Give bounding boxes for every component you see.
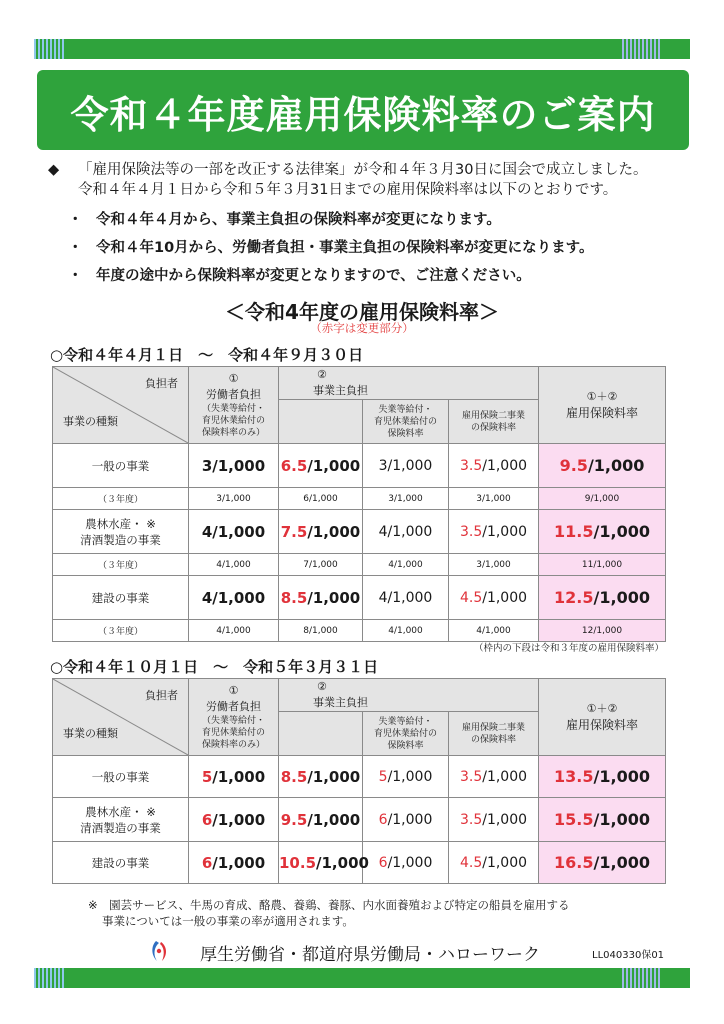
worker-rate: 4/1,000	[189, 576, 279, 620]
total-rate: 9.5/1,000	[539, 444, 666, 488]
asterisk-note: ※ 園芸サービス、牛馬の育成、酪農、養鶏、養豚、内水面養殖および特定の船員を雇用する 事業については一般の事業の率が適用されます。	[88, 898, 570, 928]
unemployment-rate: 6/1,000	[363, 798, 449, 842]
table-row	[53, 510, 666, 554]
header-worker: ① 労働者負担 （失業等給付・ 育児休業給付の 保険料率のみ）	[189, 679, 279, 756]
previous-year-row: （３年度） 3/1,000 6/1,000 3/1,000 3/1,000 9/1,000	[53, 488, 666, 510]
table-footnote: （枠内の下段は令和３年度の雇用保険料率）	[473, 643, 664, 654]
rate-table-period-2	[52, 678, 666, 884]
worker-rate: 5/1,000	[189, 756, 279, 798]
header-employer: ② 事業主負担	[279, 367, 539, 400]
header-burden-label: 負担者	[145, 377, 178, 390]
rate-table-period-1	[52, 366, 666, 642]
row-label: 農林水産・ ※ 清酒製造の事業	[53, 798, 189, 842]
row-label: 農林水産・ ※ 清酒製造の事業	[53, 510, 189, 554]
table-row	[53, 444, 666, 488]
notice-bullets	[68, 206, 708, 290]
total-rate: 15.5/1,000	[539, 798, 666, 842]
header-kind-label: 事業の種類	[63, 415, 118, 428]
bullet-item: ・ 令和４年10月から、労働者負担・事業主負担の保険料率が変更になります。	[68, 234, 708, 262]
two-projects-rate: 3.5/1,000	[449, 798, 539, 842]
period-1-label: ○令和４年４月１日 ～ 令和４年９月３０日	[50, 346, 364, 364]
intro-line-2: 令和４年４月１日から令和５年３月31日までの雇用保険料率は以下のとおりです。	[78, 182, 618, 198]
previous-year-row: （３年度） 4/1,000 8/1,000 4/1,000 4/1,000 12/1,000	[53, 620, 666, 642]
unemployment-rate: 5/1,000	[363, 756, 449, 798]
header-unemployment: 失業等給付・ 育児休業給付の 保険料率	[363, 400, 449, 444]
employer-rate: 6.5/1,000	[279, 444, 363, 488]
header-kind-label: 事業の種類	[63, 727, 118, 740]
rate-section-note: （赤字は変更部分）	[310, 321, 414, 335]
intro-text	[48, 160, 688, 200]
bottom-decorative-bar	[34, 968, 690, 988]
header-unemployment: 失業等給付・ 育児休業給付の 保険料率	[363, 712, 449, 756]
table-row	[53, 842, 666, 884]
bullet-dot-icon: ・	[68, 268, 83, 284]
table-row	[53, 756, 666, 798]
table-row	[53, 576, 666, 620]
two-projects-rate: 4.5/1,000	[449, 576, 539, 620]
bullet-dot-icon: ・	[68, 240, 83, 256]
two-projects-rate: 3.5/1,000	[449, 756, 539, 798]
header-employer: ② 事業主負担	[279, 679, 539, 712]
document-code: LL040330保01	[592, 950, 665, 961]
header-total: ①＋② 雇用保険料率	[539, 679, 666, 756]
total-rate: 12.5/1,000	[539, 576, 666, 620]
header-diagonal-cell	[53, 367, 189, 444]
period-2-label: ○令和４年１０月１日 ～ 令和５年３月３１日	[50, 658, 379, 676]
header-total: ①＋② 雇用保険料率	[539, 367, 666, 444]
worker-rate: 4/1,000	[189, 510, 279, 554]
employer-rate: 7.5/1,000	[279, 510, 363, 554]
header-employer-total	[279, 400, 363, 444]
bullet-dot-icon: ・	[68, 212, 83, 228]
total-rate: 11.5/1,000	[539, 510, 666, 554]
bullet-item: ・ 年度の途中から保険料率が変更となりますので、ご注意ください。	[68, 262, 708, 290]
bullet-item: ・ 令和４年４月から、事業主負担の保険料率が変更になります。	[68, 206, 708, 234]
row-label: 建設の事業	[53, 842, 189, 884]
header-worker: ① 労働者負担 （失業等給付・ 育児休業給付の 保険料率のみ）	[189, 367, 279, 444]
mhlw-logo-icon	[146, 938, 172, 964]
stripe-pattern-right	[622, 968, 662, 988]
unemployment-rate: 4/1,000	[363, 576, 449, 620]
top-decorative-bar	[34, 39, 690, 59]
stripe-pattern-left	[34, 968, 66, 988]
unemployment-rate: 6/1,000	[363, 842, 449, 884]
footer	[0, 938, 724, 964]
employer-rate: 9.5/1,000	[279, 798, 363, 842]
worker-rate: 3/1,000	[189, 444, 279, 488]
header-diagonal-cell	[53, 679, 189, 756]
previous-year-row: （３年度） 4/1,000 7/1,000 4/1,000 3/1,000 11/1,000	[53, 554, 666, 576]
header-employer-total	[279, 712, 363, 756]
worker-rate: 6/1,000	[189, 842, 279, 884]
intro-line-1: 「雇用保険法等の一部を改正する法律案」が令和４年３月30日に国会で成立しました。	[78, 162, 648, 178]
unemployment-rate: 4/1,000	[363, 510, 449, 554]
row-label: 一般の事業	[53, 756, 189, 798]
two-projects-rate: 3.5/1,000	[449, 444, 539, 488]
header-burden-label: 負担者	[145, 689, 178, 702]
table-row	[53, 798, 666, 842]
footer-organization: 厚生労働省・都道府県労働局・ハローワーク	[200, 945, 540, 965]
two-projects-rate: 3.5/1,000	[449, 510, 539, 554]
stripe-pattern-right	[622, 39, 662, 59]
diamond-bullet-icon: ◆	[48, 162, 60, 178]
header-two-projects: 雇用保険二事業 の保険料率	[449, 712, 539, 756]
unemployment-rate: 3/1,000	[363, 444, 449, 488]
employer-rate: 8.5/1,000	[279, 756, 363, 798]
total-rate: 13.5/1,000	[539, 756, 666, 798]
rate-section-title: ＜令和4年度の雇用保険料率＞	[225, 300, 499, 324]
worker-rate: 6/1,000	[189, 798, 279, 842]
title-banner	[37, 70, 689, 150]
employer-rate: 8.5/1,000	[279, 576, 363, 620]
total-rate: 16.5/1,000	[539, 842, 666, 884]
two-projects-rate: 4.5/1,000	[449, 842, 539, 884]
page-title: 令和４年度雇用保険料率のご案内	[70, 93, 656, 137]
stripe-pattern-left	[34, 39, 66, 59]
header-two-projects: 雇用保険二事業 の保険料率	[449, 400, 539, 444]
row-label: 建設の事業	[53, 576, 189, 620]
row-label: 一般の事業	[53, 444, 189, 488]
employer-rate: 10.5/1,000	[279, 842, 363, 884]
